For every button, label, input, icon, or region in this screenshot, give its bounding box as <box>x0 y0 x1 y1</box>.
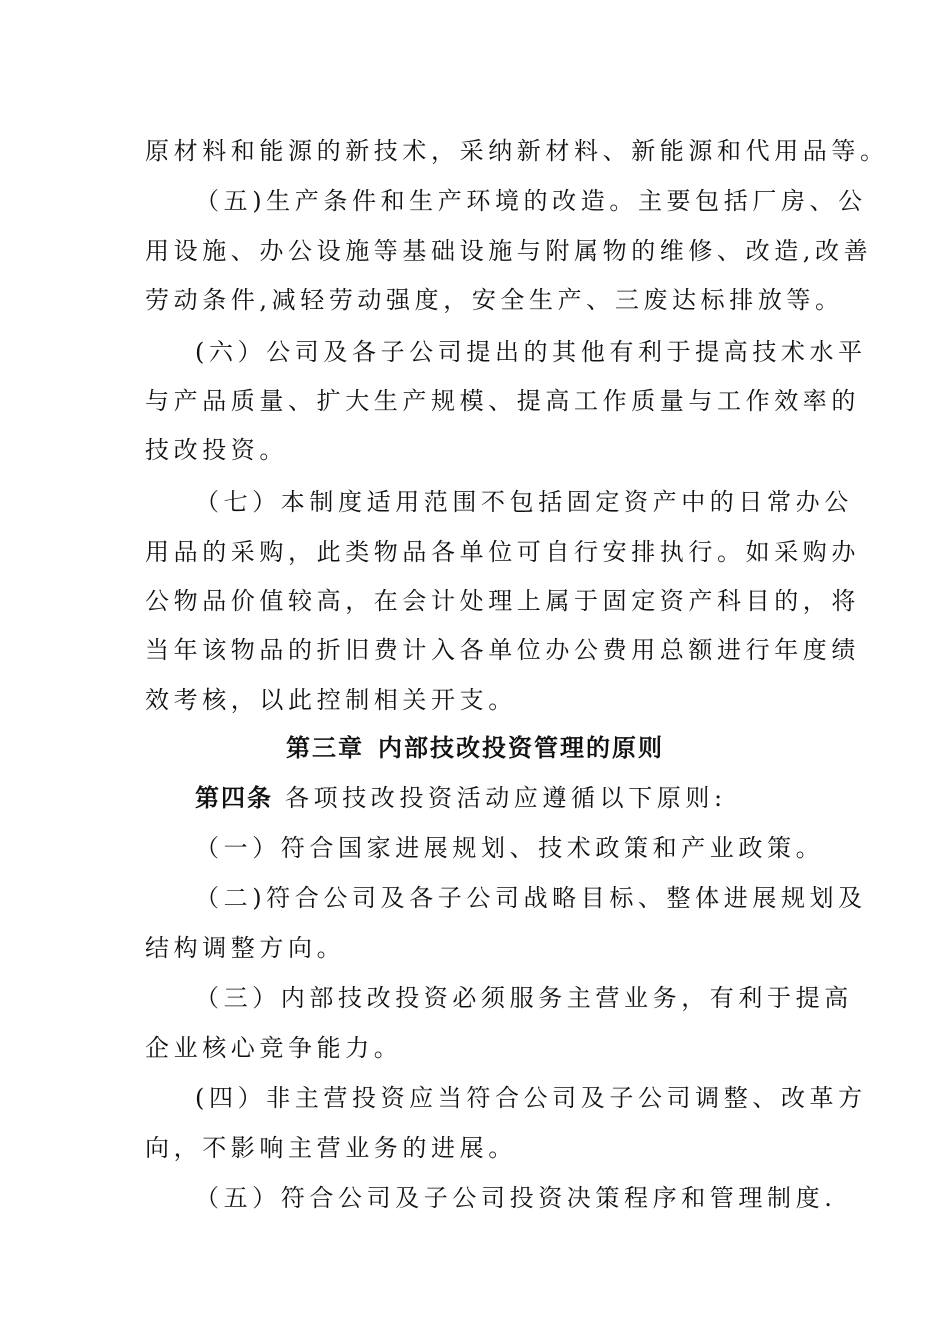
article-label: 第四条 <box>195 784 273 812</box>
paragraph-line: 效考核，以此控制相关开支。 <box>145 686 517 714</box>
paragraph-line: 用设施、办公设施等基础设施与附属物的维修、改造,改善 <box>145 237 873 265</box>
paragraph-line: 与产品质量、扩大生产规模、提高工作质量与工作效率的 <box>145 387 860 415</box>
paragraph-line: 原材料和能源的新技术，采纳新材料、新能源和代用品等。 <box>145 137 889 165</box>
principle-line: 向，不影响主营业务的进展。 <box>145 1134 517 1162</box>
principle-line: （一）符合国家进展规划、技术政策和产业政策。 <box>195 834 825 862</box>
chapter-number: 第三章 <box>286 734 364 762</box>
paragraph-line: （五)生产条件和生产环境的改造。主要包括厂房、公 <box>195 187 867 215</box>
paragraph-line: 公物品价值较高，在会计处理上属于固定资产科目的，将 <box>145 587 860 615</box>
chapter-title: 内部技改投资管理的原则 <box>378 734 664 762</box>
chapter-heading <box>0 733 950 763</box>
principle-line: （三）内部技改投资必须服务主营业务，有利于提高 <box>195 984 853 1012</box>
paragraph-line: 用品的采购，此类物品各单位可自行安排执行。如采购办 <box>145 538 860 566</box>
paragraph-line: (六）公司及各子公司提出的其他有利于提高技术水平 <box>195 338 867 366</box>
paragraph-line: （七）本制度适用范围不包括固定资产中的日常办公 <box>195 488 853 516</box>
principle-line: （五）符合公司及子公司投资决策程序和管理制度. <box>195 1184 837 1212</box>
principle-line: 结构调整方向。 <box>145 934 346 962</box>
paragraph-line: 技改投资。 <box>145 436 288 464</box>
article-line <box>195 783 810 813</box>
article-text: 各项技改投资活动应遵循以下原则: <box>285 784 727 812</box>
principle-line: （二)符合公司及各子公司战略目标、整体进展规划及 <box>195 884 867 912</box>
principle-line: 企业核心竞争能力。 <box>145 1034 403 1062</box>
paragraph-line: 劳动条件,减轻劳动强度，安全生产、三废达标排放等。 <box>145 286 844 314</box>
principle-line: (四）非主营投资应当符合公司及子公司调整、改革方 <box>195 1084 867 1112</box>
paragraph-line: 当年该物品的折旧费计入各单位办公费用总额进行年度绩 <box>145 636 860 664</box>
